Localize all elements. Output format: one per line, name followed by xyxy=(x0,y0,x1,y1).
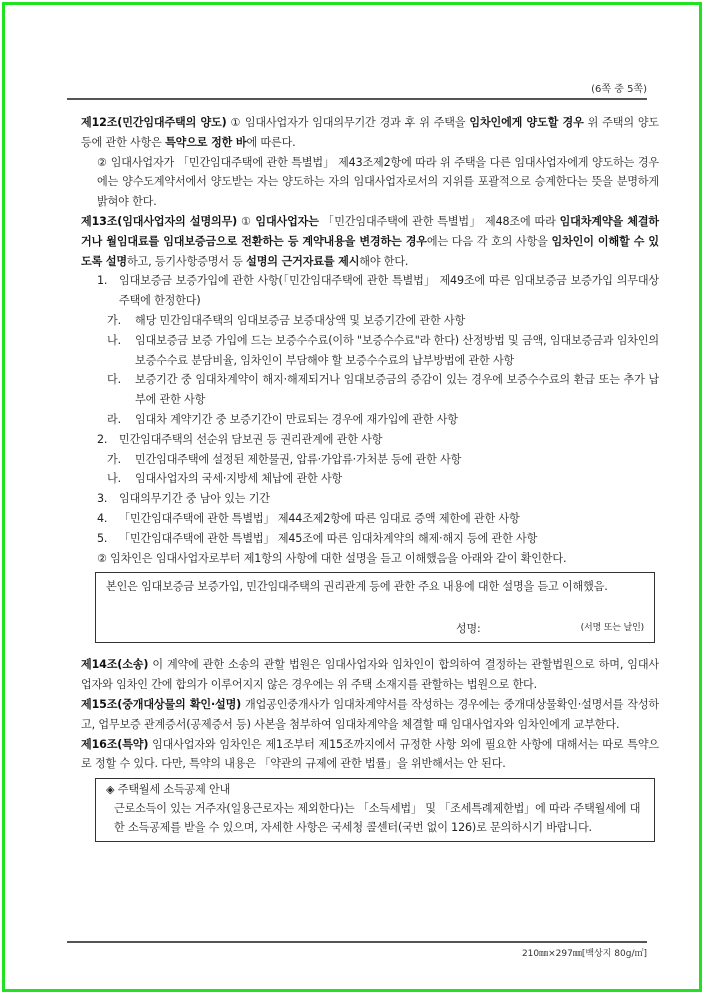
item-number: 5. xyxy=(97,531,108,545)
article-12-title: 제12조(민간임대주택의 양도) xyxy=(81,116,227,129)
notice-title: ◈ 주택월세 소득공제 안내 xyxy=(106,783,231,797)
confirmation-box xyxy=(95,572,655,643)
item-text: 해당 민간임대주택의 임대보증금 보증대상액 및 보증기간에 관한 사항 xyxy=(135,313,466,327)
page-frame xyxy=(2,2,702,992)
article-16-text: 임대사업자와 임차인은 제1조부터 제15조까지에서 규정한 사항 외에 필요한 사항에 대해서는 따로 특약으로 정할 수 있다. 다만, 특약의 내용은 「약관의 규제에 관한 법률」을 위반해서는 안 된다. xyxy=(81,737,659,771)
article-13-para-1 xyxy=(81,212,659,271)
article-13 xyxy=(81,212,659,643)
text-run: ① xyxy=(237,214,256,228)
list-subitem xyxy=(81,331,659,371)
emphasis-text: 임대사업자는 xyxy=(255,214,319,228)
list-item xyxy=(81,509,659,529)
list-subitem xyxy=(81,469,659,489)
item-number: 2. xyxy=(97,432,108,446)
article-13-para-2: ② 임차인은 임대사업자로부터 제1항의 사항에 대한 설명을 듣고 이해했음을 아래와 같이 확인한다. xyxy=(97,551,567,565)
article-16 xyxy=(81,735,659,775)
article-15-text: 개업공인중개사가 임대차계약서를 작성하는 경우에는 중개대상물확인·설명서를 작성하고, 업무보증 관계증서(공제증서 등) 사본을 첨부하여 임대차계약을 체결할 때 임대사업자와 임차인에게 교부한다. xyxy=(81,697,659,731)
article-15 xyxy=(81,695,659,735)
item-text: 임대사업자의 국세·지방세 체납에 관한 사항 xyxy=(135,472,343,486)
item-text: 임대보증금 보증 가입에 드는 보증수수료(이하 "보증수수료"라 한다) 산정방법 및 금액, 임대보증금과 임차인의 보증수수료 분담비율, 임차인이 부담해야 할 보증수수료의 납부방법에 관한 사항 xyxy=(135,333,659,367)
list-subitem xyxy=(81,311,659,331)
list-subitem xyxy=(81,410,659,430)
item-text: 민간임대주택에 설정된 제한물권, 압류·가압류·가처분 등에 관한 사항 xyxy=(135,452,462,466)
item-number: 나. xyxy=(107,333,121,347)
article-16-title: 제16조(특약) xyxy=(81,737,149,751)
article-12-para-2: ② 임대사업자가 「민간임대주택에 관한 특별법」 제43조제2항에 따라 위 주택을 다른 임대사업자에게 양도하는 경우에는 양수도계약서에서 양도받는 자는 양도하는 자의 임대사업자로서의 지위를 포괄적으로 승계한다는 뜻을 분명하게 밝혀야 한다. xyxy=(97,155,659,209)
emphasis-text: 임차인이 이해할 수 있도록 설명 xyxy=(81,234,659,268)
article-15-title: 제15조(중개대상물의 확인·설명) xyxy=(81,697,242,711)
item-text: 보증기간 중 임대차계약이 해지·해제되거나 임대보증금의 증감이 있는 경우에 보증수수료의 환급 또는 추가 납부에 관한 사항 xyxy=(135,373,659,407)
bottom-rule xyxy=(67,941,647,943)
item-number: 1. xyxy=(97,274,108,288)
article-14 xyxy=(81,655,659,695)
item-number: 4. xyxy=(97,511,108,525)
item-number: 라. xyxy=(107,412,121,426)
article-14-title: 제14조(소송) xyxy=(81,658,149,672)
text-run: 에는 다음 각 호의 사항을 xyxy=(426,234,552,248)
signature-note: (서명 또는 날인) xyxy=(580,623,644,634)
article-12-para-1 xyxy=(81,113,659,153)
document-body xyxy=(81,113,659,842)
list-item xyxy=(81,489,659,509)
item-text: 임대차 계약기간 중 보증기간이 만료되는 경우에 재가입에 관한 사항 xyxy=(135,412,458,426)
signature-label: 성명: xyxy=(456,622,481,636)
text-run: ① 임대사업자가 임대의무기간 경과 후 위 주택을 xyxy=(226,116,470,129)
paper-spec: 210㎜×297㎜[백상지 80g/㎡] xyxy=(521,949,647,959)
text-run: 하고, 등기사항증명서 등 xyxy=(126,254,247,268)
text-run: 에 따른다. xyxy=(246,135,296,149)
text-run: 「민간임대주택에 관한 특별법」 제48조에 따라 xyxy=(318,214,560,228)
notice-box xyxy=(95,778,655,842)
article-13-title: 제13조(임대사업자의 설명의무) xyxy=(81,214,238,228)
item-text: 「민간임대주택에 관한 특별법」 제44조제2항에 따른 임대료 증액 제한에 관한 사항 xyxy=(119,511,520,525)
list-subitem xyxy=(81,370,659,410)
list-item xyxy=(81,430,659,450)
item-number: 다. xyxy=(107,373,121,387)
list-item xyxy=(81,271,659,311)
emphasis-text: 임대차계약을 체결하거나 월임대료를 임대보증금으로 전환하는 등 계약내용을 변경하는 경우 xyxy=(81,214,659,248)
text-run: 해야 한다. xyxy=(359,254,409,268)
emphasis-text: 임차인에게 양도할 경우 xyxy=(469,116,584,129)
article-14-text: 이 계약에 관한 소송의 관할 법원은 임대사업자와 임차인이 합의하여 결정하는 관할법원으로 하며, 임대사업자와 임차인 간에 합의가 이루어지지 않은 경우에는 위 주택 소재지를 관할하는 법원으로 한다. xyxy=(81,658,659,692)
list-subitem xyxy=(81,450,659,470)
item-text: 임대의무기간 중 남아 있는 기간 xyxy=(119,492,270,506)
notice-body: 근로소득이 있는 거주자(일용근로자는 제외한다)는 「소득세법」 및 「조세특례제한법」에 따라 주택월세에 대한 소득공제를 받을 수 있으며, 자세한 사항은 국세청 콜센터(국번 없이 126)로 문의하시기 바랍니다. xyxy=(114,802,641,835)
item-number: 가. xyxy=(107,313,121,327)
article-12 xyxy=(81,113,659,212)
spacer xyxy=(81,643,659,655)
item-number: 나. xyxy=(107,472,121,486)
page-number: (6쪽 중 5쪽) xyxy=(591,84,647,95)
item-text: 「민간임대주택에 관한 특별법」 제45조에 따른 임대차계약의 해제·해지 등에 관한 사항 xyxy=(119,531,538,545)
item-number: 가. xyxy=(107,452,121,466)
emphasis-text: 특약으로 정한 바 xyxy=(165,135,247,149)
item-text: 민간임대주택의 선순위 담보권 등 권리관계에 관한 사항 xyxy=(119,432,383,446)
top-rule xyxy=(67,98,647,100)
emphasis-text: 설명의 근거자료를 제시 xyxy=(246,254,360,268)
item-number: 3. xyxy=(97,492,108,506)
text-run: 위 주택의 양도 등에 관한 사항은 xyxy=(81,116,659,149)
item-text: 임대보증금 보증가입에 관한 사항(「민간임대주택에 관한 특별법」 제49조에 따른 임대보증금 보증가입 의무대상 주택에 한정한다) xyxy=(119,274,659,308)
confirmation-text: 본인은 임대보증금 보증가입, 민간임대주택의 권리관계 등에 관한 주요 내용에 대한 설명을 듣고 이해했음. xyxy=(106,580,608,594)
list-item xyxy=(81,529,659,549)
